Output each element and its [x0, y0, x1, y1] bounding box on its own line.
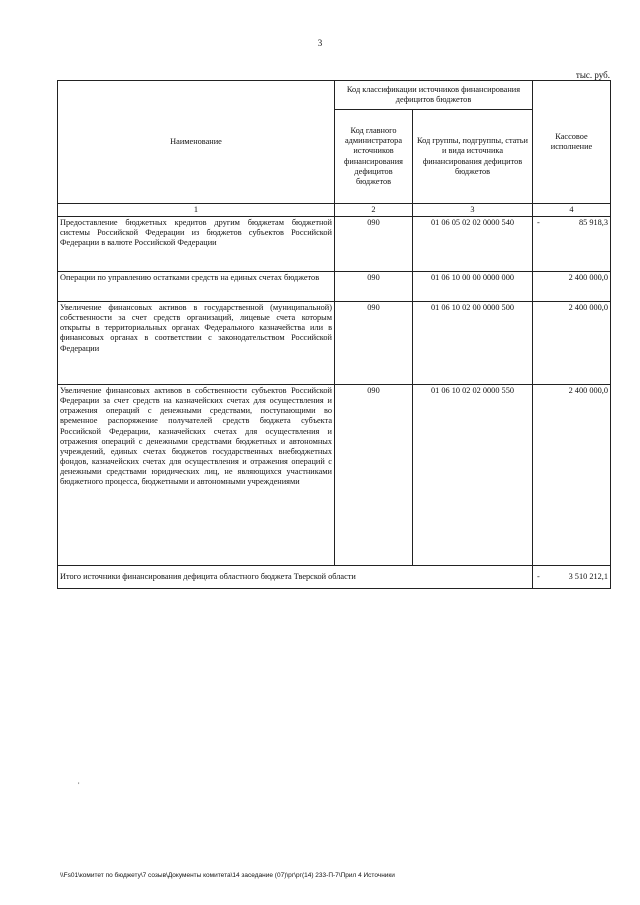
table-row	[58, 272, 611, 302]
row-value: 2 400 000,0	[568, 386, 608, 396]
row-name: Операции по управлению остатками средств на единых счетах бюджетов	[58, 272, 335, 302]
row-execution-cell	[533, 217, 611, 272]
row-value: 2 400 000,0	[568, 303, 608, 313]
row-execution-cell	[533, 302, 611, 385]
column-number: 2	[335, 204, 413, 217]
table-row	[58, 302, 611, 385]
table-body	[58, 217, 611, 566]
total-row	[58, 566, 611, 589]
row-execution-cell	[533, 385, 611, 566]
row-value: 2 400 000,0	[568, 273, 608, 283]
row-source-code: 01 06 10 00 00 0000 000	[413, 272, 533, 302]
row-admin-code: 090	[335, 302, 413, 385]
header-classification: Код классификации источников финансирования дефицитов бюджетов	[335, 81, 533, 110]
column-number: 1	[58, 204, 335, 217]
total-sign: -	[537, 572, 540, 582]
header-execution: Кассовое исполнение	[533, 81, 611, 204]
header-source-code: Код группы, подгруппы, статьи и вида источника финансирования дефицитов бюджетов	[413, 110, 533, 204]
row-execution-cell	[533, 272, 611, 302]
row-name: Увеличение финансовых активов в собственности субъектов Российской Федерации за счет средств на казначейских счетах для осуществления и отражения операций с денежными средствами, поступающими во временное распоряжение получателей средств бюджета субъекта Российской Федерации, казначейских счетах для осуществления и отражения операций с денежными средствами бюджетных и автономных учреждений, единых счетах бюджетов государственных внебюджетных фондов, казначейских счетах для осуществления и отражения операций с денежными средствами юридических лиц, не являющихся участниками бюджетного процесса, бюджетными и автономными учреждениями	[58, 385, 335, 566]
column-number: 4	[533, 204, 611, 217]
header-admin-code: Код главного администратора источников финансирования дефицитов бюджетов	[335, 110, 413, 204]
units-label: тыс. руб.	[575, 70, 610, 80]
header-name: Наименование	[58, 81, 335, 204]
table-row	[58, 385, 611, 566]
footer-file-path: \\Fs01\комитет по бюджету\7 созыв\Документы комитета\14 заседание (07)\рг\рг(14) 233-П-7\Прил 4 Источники	[60, 872, 395, 879]
row-admin-code: 090	[335, 385, 413, 566]
page-number: 3	[317, 38, 323, 48]
row-name: Предоставление бюджетных кредитов другим бюджетам бюджетной системы Российской Федерации из бюджетов субъектов Российской Федерации в валюте Российской Федерации	[58, 217, 335, 272]
row-source-code: 01 06 05 02 02 0000 540	[413, 217, 533, 272]
row-source-code: 01 06 10 02 00 0000 500	[413, 302, 533, 385]
total-value-cell	[533, 566, 611, 589]
total-label: Итого источники финансирования дефицита областного бюджета Тверской области	[58, 566, 533, 589]
row-value: 85 918,3	[578, 218, 608, 228]
row-admin-code: 090	[335, 217, 413, 272]
total-value: 3 510 212,1	[568, 572, 608, 582]
row-sign: -	[537, 218, 540, 228]
table-row	[58, 217, 611, 272]
row-source-code: 01 06 10 02 02 0000 550	[413, 385, 533, 566]
column-number-row	[58, 204, 611, 217]
row-name: Увеличение финансовых активов в государственной (муниципальной) собственности за счет средств организаций, лицевые счета которым открыты в территориальных органах Федерального казначейства или в финансовых органах в соответствии с законодательством Российской Федерации	[58, 302, 335, 385]
column-number: 3	[413, 204, 533, 217]
margin-mark: ,	[78, 779, 80, 785]
sources-table	[57, 80, 611, 589]
row-admin-code: 090	[335, 272, 413, 302]
